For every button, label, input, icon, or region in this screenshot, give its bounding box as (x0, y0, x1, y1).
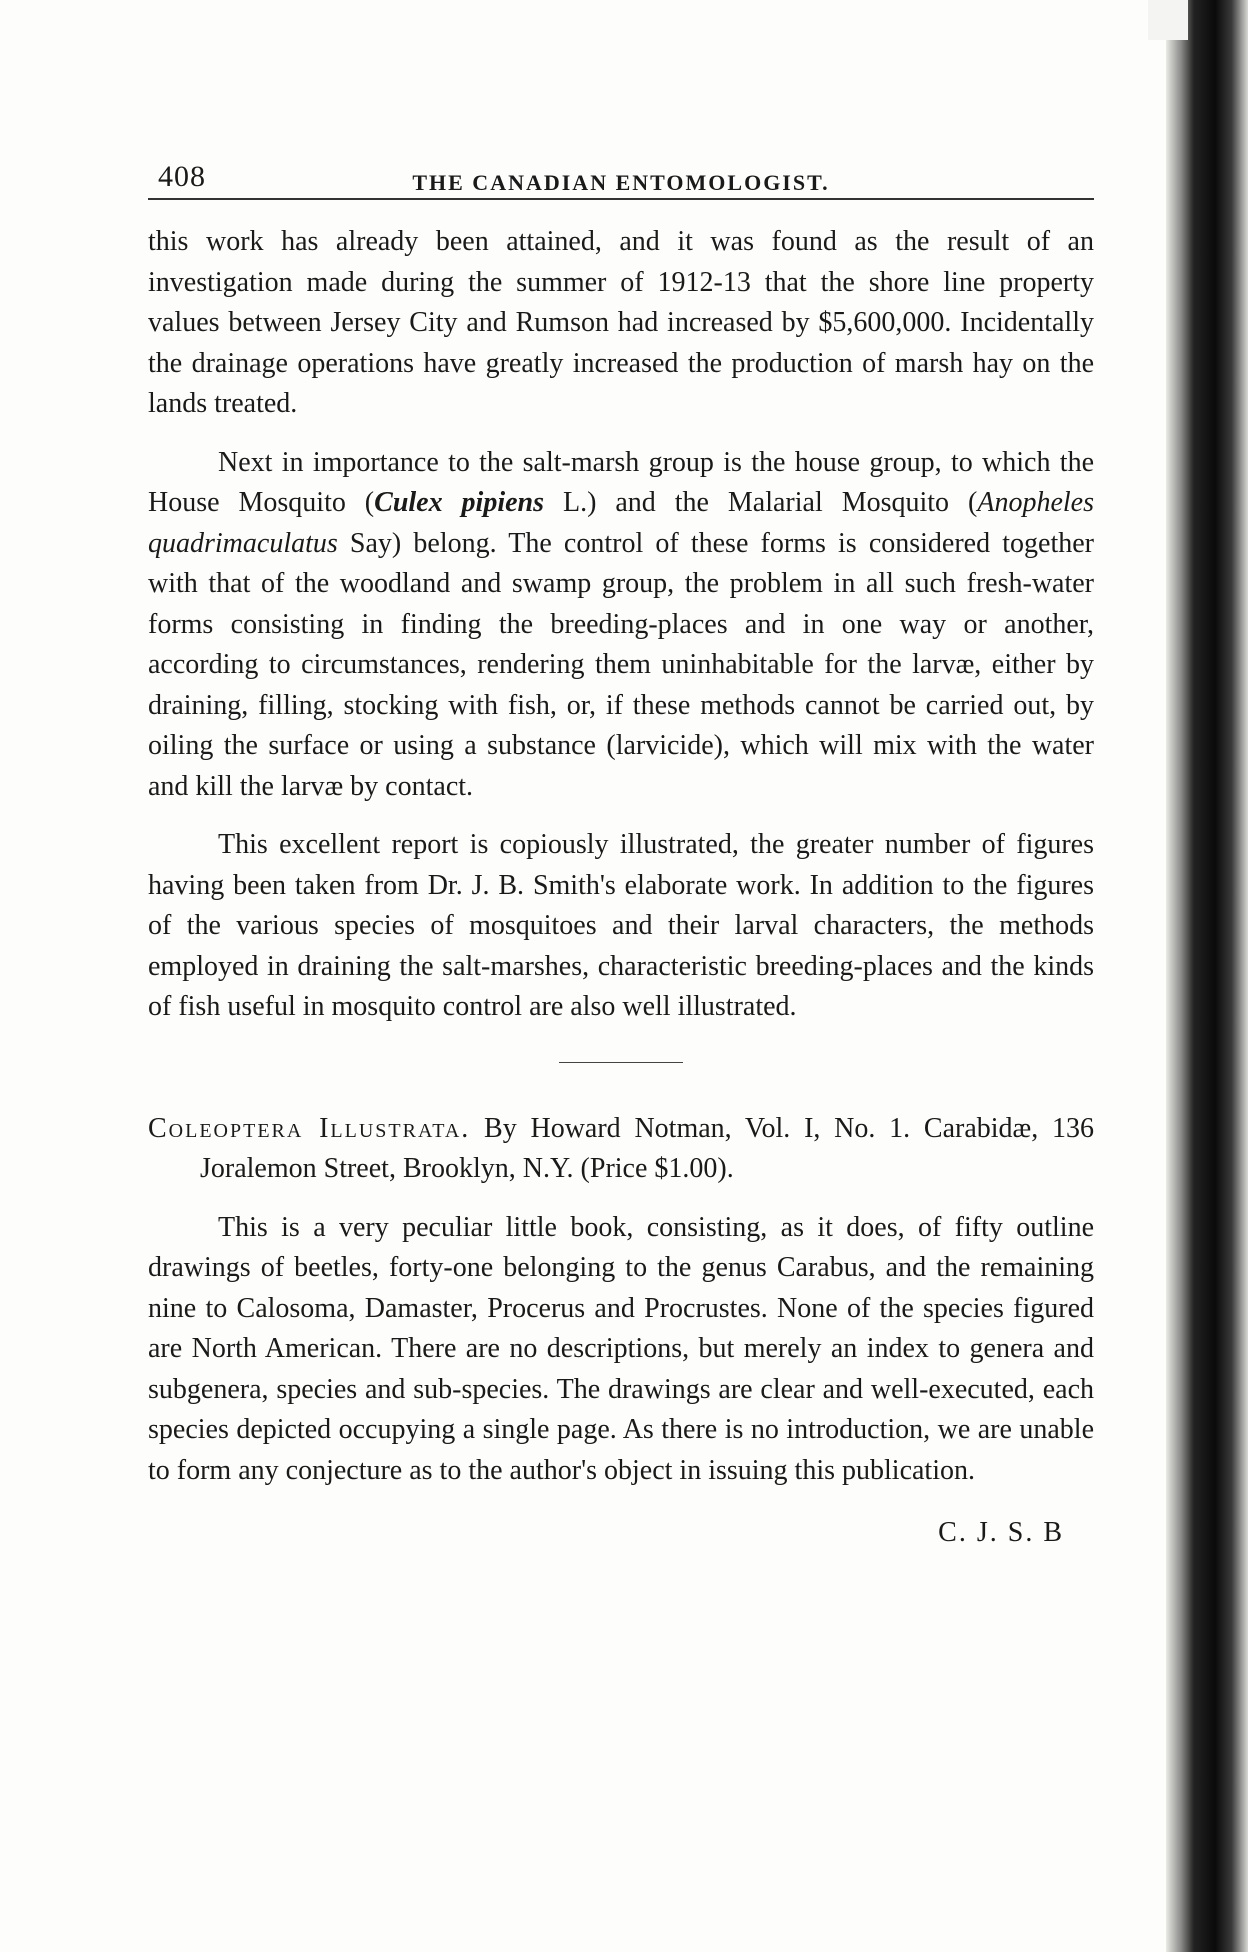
paragraph-continuation: this work has already been attained, and it was found as the result of an investigation made during the summer of 1912-13 that the shore line property values between Jersey City and Rumson had increased by $5,600,000. Incidentally the drainage operations have greatly increased the production of marsh hay on the lands treated. (148, 226, 1094, 419)
species-name: Culex pipiens (374, 487, 545, 518)
reviewer-signature: C. J. S. B (938, 1517, 1064, 1548)
review-heading (148, 1109, 1094, 1190)
page-number: 408 (158, 160, 206, 193)
section-divider (559, 1062, 683, 1063)
paragraph-text: L.) and the Malarial Mosquito ( (544, 487, 978, 518)
page-edge-shadow (1166, 0, 1248, 1952)
species-name: Anopheles quadrimaculatus (148, 487, 1094, 559)
review-title: Coleoptera Illustrata. (148, 1112, 471, 1144)
page-content (148, 150, 1094, 1554)
page-corner (1148, 0, 1188, 40)
paragraph-text: Say) belong. The control of these forms is considered together with that of the woodland and swamp group, the problem in all such fresh-water forms consisting in finding the breeding-places and in one way or another, according to circumstances, rendering them uninhabitable for the larvæ, either by draining, filling, stocking with fish, or, if these methods cannot be carried out, by oiling the surface or using a substance (larvicide), which will mix with the water and kill the larvæ by contact. (148, 527, 1094, 802)
paragraph-illustrations: This excellent report is copiously illustrated, the greater number of figures having been taken from Dr. J. B. Smith's elaborate work. In addition to the figures of the various species of mosquitoes and their larval characters, the methods employed in draining the salt-marshes, characteristic breeding-places and the kinds of fish useful in mosquito control are also well illustrated. (148, 829, 1094, 1022)
review-citation: By Howard Notman, Vol. I, No. 1. Carabidæ, 136 Joralemon Street, Brooklyn, N.Y. (Price $1.00). (200, 1112, 1094, 1184)
paragraph-text: Next in importance to the salt-marsh group is the house group, to which the House Mosquito ( (148, 446, 1094, 518)
paragraph-house-group (148, 443, 1094, 808)
journal-title: THE CANADIAN ENTOMOLOGIST. (412, 170, 830, 195)
running-head (148, 150, 1094, 200)
review-body: This is a very peculiar little book, consisting, as it does, of fifty outline drawings of beetles, forty-one belonging to the genus Carabus, and the remaining nine to Calosoma, Damaster, Procerus and Procrustes. None of the species figured are North American. There are no descriptions, but merely an index to genera and subgenera, species and sub-species. The drawings are clear and well-executed, each species depicted occupying a single page. As there is no introduction, we are unable to form any conjecture as to the author's object in issuing this publication. (148, 1211, 1094, 1486)
